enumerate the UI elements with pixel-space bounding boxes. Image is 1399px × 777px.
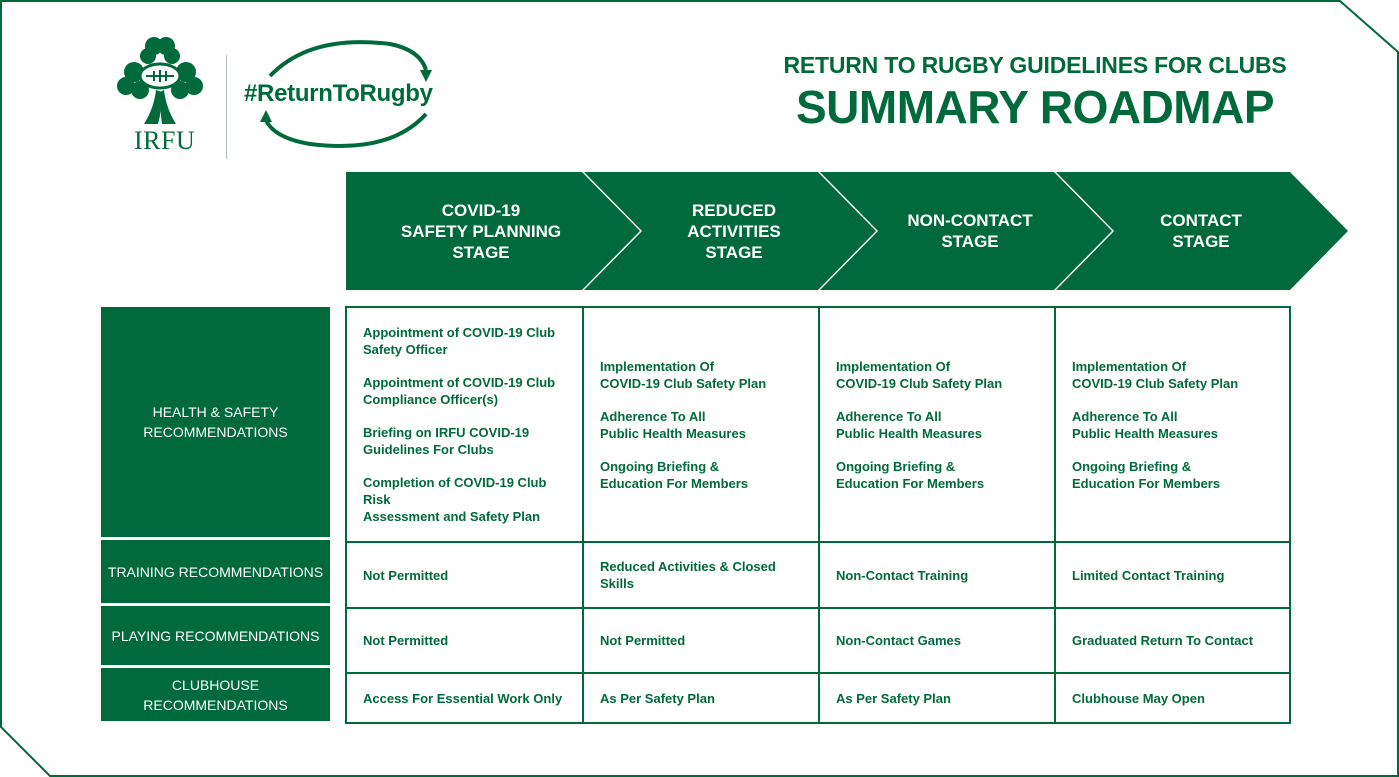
training-cell: Not Permitted: [363, 567, 449, 583]
page-subtitle: RETURN TO RUGBY GUIDELINES FOR CLUBS: [783, 52, 1287, 78]
row-header-health-safety: HEALTH & SAFETY RECOMMENDATIONS: [101, 307, 330, 537]
playing-cell: Non-Contact Games: [836, 633, 961, 648]
clubhouse-cell: As Per Safety Plan: [600, 690, 715, 706]
list-item: Implementation Of COVID-19 Club Safety Plan: [600, 358, 767, 391]
stage-label-2: REDUCED ACTIVITIES STAGE: [687, 200, 781, 262]
title-block: [780, 52, 1290, 133]
stage-label-4: CONTACT STAGE: [1160, 211, 1242, 251]
recommendations-grid: [345, 306, 1291, 724]
health-safety-cell: [347, 308, 582, 541]
list-item: Adherence To All Public Health Measures: [1072, 408, 1218, 441]
logo-divider: [226, 55, 227, 159]
stage-label-3: NON-CONTACT STAGE: [907, 211, 1033, 251]
list-item: Appointment of COVID-19 Club Compliance Officer(s): [363, 375, 556, 407]
training-cell: Reduced Activities & Closed Skills: [600, 559, 776, 591]
list-item: Ongoing Briefing & Education For Members: [1072, 458, 1221, 491]
list-item: Implementation Of COVID-19 Club Safety Plan: [836, 358, 1003, 391]
clubhouse-cell: Clubhouse May Open: [1072, 690, 1205, 706]
clubhouse-cell: Access For Essential Work Only: [363, 690, 563, 706]
list-item: Ongoing Briefing & Education For Members: [836, 458, 985, 491]
org-name: IRFU: [134, 126, 196, 155]
training-cell: Limited Contact Training: [1072, 567, 1225, 583]
clubhouse-cell: As Per Safety Plan: [836, 690, 951, 706]
stage-arrows: [346, 172, 1348, 290]
training-cell: Non-Contact Training: [836, 567, 969, 583]
list-item: Implementation Of COVID-19 Club Safety Plan: [1072, 358, 1239, 391]
playing-cell: Not Permitted: [363, 633, 449, 648]
playing-cell: Graduated Return To Contact: [1072, 633, 1254, 648]
list-item: Briefing on IRFU COVID-19 Guidelines For Clubs: [363, 425, 530, 457]
health-safety-cell: [820, 308, 1054, 541]
list-item: Adherence To All Public Health Measures: [836, 408, 982, 441]
row-header-clubhouse: CLUBHOUSE RECOMMENDATIONS: [101, 668, 330, 721]
list-item: Ongoing Briefing & Education For Members: [600, 458, 749, 491]
row-header-playing: PLAYING RECOMMENDATIONS: [101, 606, 330, 665]
shamrock-logo-icon: [110, 30, 220, 130]
list-item: Appointment of COVID-19 Club Safety Officer: [363, 325, 556, 357]
stage-label-1: COVID-19 SAFETY PLANNING STAGE: [400, 200, 562, 262]
list-item: Completion of COVID-19 Club Risk Assessment and Safety Plan: [363, 475, 547, 524]
health-safety-cell: [1056, 308, 1289, 541]
page-title: SUMMARY ROADMAP: [795, 81, 1275, 133]
hashtag: #ReturnToRugby: [244, 80, 433, 107]
health-safety-cell: [584, 308, 818, 541]
row-header-training: TRAINING RECOMMENDATIONS: [101, 540, 330, 603]
list-item: Adherence To All Public Health Measures: [600, 408, 746, 441]
logo-area: [110, 30, 450, 160]
playing-cell: Not Permitted: [600, 633, 686, 648]
